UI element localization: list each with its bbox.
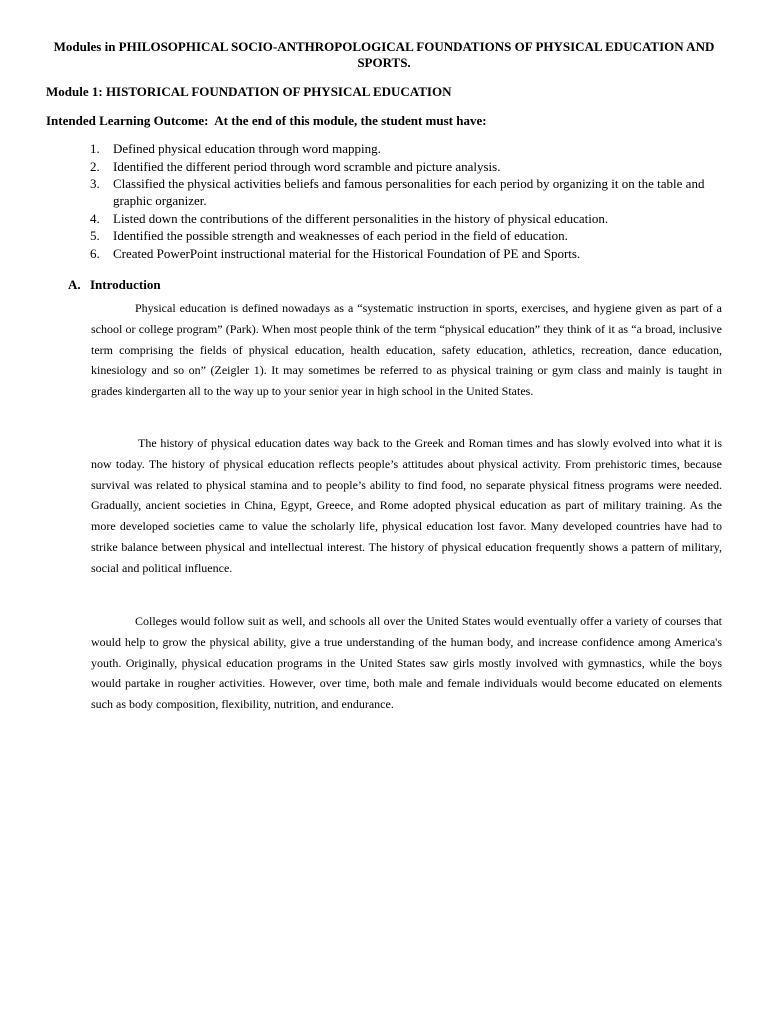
outcome-item bbox=[90, 141, 724, 157]
outcome-item bbox=[90, 176, 724, 209]
outcome-number: 6. bbox=[90, 245, 100, 261]
outcome-text: Created PowerPoint instructional material for the Historical Foundation of PE and Sports. bbox=[113, 245, 581, 261]
learning-outcomes-list bbox=[90, 141, 724, 264]
intro-paragraph-3: Colleges would follow suit as well, and schools all over the United States would eventually offer a variety of courses that would help to grow the physical ability, give a true understanding of the human body, and increase confidence among America's youth. Originally, physical education programs in the United States saw girls mostly involved with gymnastics, while the boys would partake in rougher activities. However, over time, both male and female individuals would become educated on elements such as body composition, flexibility, nutrition, and endurance. bbox=[91, 614, 722, 712]
intro-paragraph-2: The history of physical education dates way back to the Greek and Roman times and has slowly evolved into what it is now today. The history of physical education reflects people’s attitudes about physical activity. From prehistoric times, because survival was related to physical stamina and to people’s ability to find food, no separate physical fitness programs were needed. Gradually, ancient societies in China, Egypt, Greece, and Rome adopted physical education as part of military training. As the more developed societies came to value the scholarly life, physical education lost favor. Many developed countries have had to strike balance between physical and intellectual interest. The history of physical education frequently shows a pattern of military, social and political influence. bbox=[91, 436, 722, 575]
outcome-number: 1. bbox=[90, 141, 100, 156]
module-heading: Module 1: HISTORICAL FOUNDATION OF PHYSICAL EDUCATION bbox=[46, 84, 452, 99]
section-heading-introduction bbox=[68, 277, 161, 293]
outcome-text: Identified the possible strength and weaknesses of each period in the field of education. bbox=[113, 228, 568, 244]
outcome-item bbox=[90, 228, 724, 244]
outcome-text: Identified the different period through word scramble and picture analysis. bbox=[113, 158, 501, 174]
document-title: Modules in PHILOSOPHICAL SOCIO-ANTHROPOLOGICAL FOUNDATIONS OF PHYSICAL EDUCATION AND SPORTS. bbox=[53, 39, 715, 70]
section-letter: A. bbox=[68, 277, 81, 292]
outcome-number: 5. bbox=[90, 228, 100, 244]
learning-outcome-heading: Intended Learning Outcome: At the end of this module, the student must have: bbox=[46, 113, 487, 128]
outcome-item bbox=[90, 159, 724, 175]
outcome-number: 3. bbox=[90, 176, 100, 192]
outcome-item bbox=[90, 246, 724, 262]
section-title: Introduction bbox=[90, 277, 161, 292]
outcome-text: Defined physical education through word mapping. bbox=[113, 141, 381, 156]
outcome-number: 4. bbox=[90, 210, 100, 226]
outcome-number: 2. bbox=[90, 158, 100, 174]
outcome-text: Classified the physical activities beliefs and famous personalities for each period by organizing it on the table and graphic organizer. bbox=[113, 176, 705, 208]
outcome-item bbox=[90, 211, 724, 227]
intro-paragraph-1: Physical education is defined nowadays as a “systematic instruction in sports, exercises, and hygiene given as part of a school or college program” (Park). When most people think of the term “physical education” they think of it as “a broad, inclusive term comprising the fields of physical education, health education, safety education, athletics, recreation, dance education, kinesiology and so on” (Zeigler 1). It may sometimes be referred to as physical training or gym class and mainly is taught in grades kindergarten all to the way up to your senior year in high school in the United States. bbox=[91, 301, 722, 399]
outcome-text: Listed down the contributions of the different personalities in the history of physical education. bbox=[113, 210, 609, 226]
